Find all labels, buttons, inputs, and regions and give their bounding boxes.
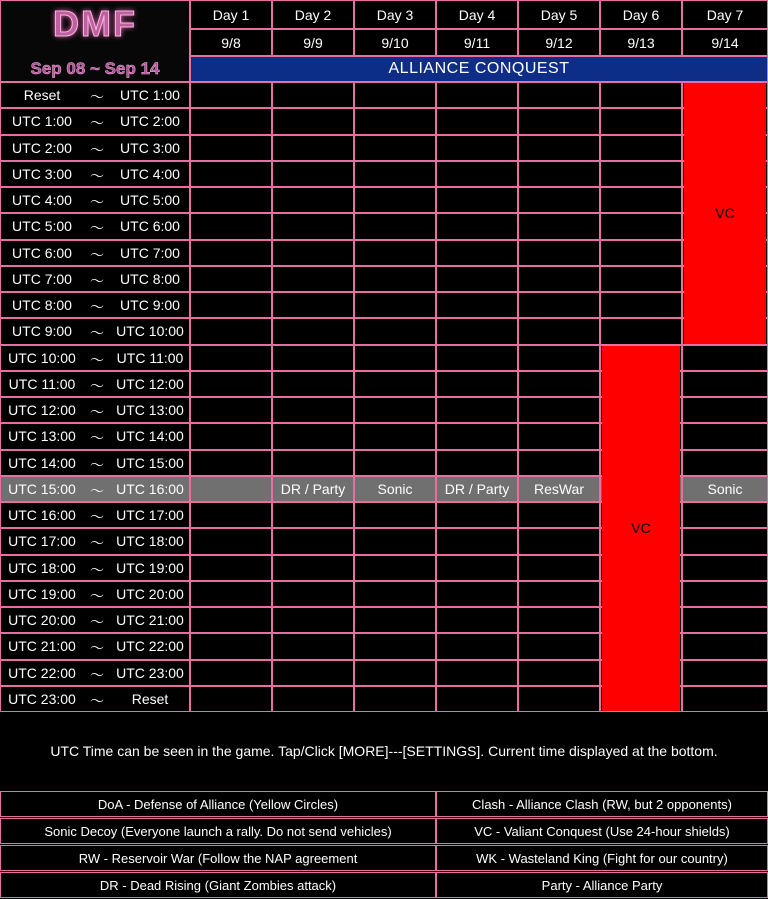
time-end: UTC 19:00 [116,559,184,576]
tilde-symbol: 〜 [90,220,104,237]
tilde-symbol: 〜 [90,194,104,210]
time-slot [0,660,190,686]
schedule-cell [272,213,354,239]
time-start: UTC 23:00 [8,690,76,707]
logo-subtitle: Sep 08 ~ Sep 14 [30,59,160,78]
time-slot [0,371,190,397]
schedule-cell [518,660,600,686]
time-end: UTC 2:00 [120,113,180,130]
day-header: Day 4 [436,0,518,29]
day-header: Day 2 [272,0,354,29]
schedule-cell [190,187,272,213]
schedule-cell [600,187,682,213]
schedule-cell [436,82,518,108]
schedule-cell [600,135,682,161]
day-date: 9/11 [436,29,518,56]
schedule-cell [272,82,354,108]
schedule-cell [518,187,600,213]
legend-item: Party - Alliance Party [436,872,768,898]
schedule-cell [190,397,272,423]
schedule-cell [518,82,600,108]
schedule-cell [436,607,518,633]
schedule-cell [682,633,768,659]
day-header: Day 3 [354,0,436,29]
time-slot [0,528,190,554]
schedule-cell [272,187,354,213]
schedule-cell [436,450,518,476]
schedule-cell [272,450,354,476]
schedule-cell [518,318,600,344]
tilde-symbol: 〜 [90,351,104,368]
time-start: Reset [23,87,61,103]
day-date: 9/13 [600,29,682,56]
tilde-symbol: 〜 [90,430,104,447]
utc-note: UTC Time can be seen in the game. Tap/Click [MORE]---[SETTINGS]. Current time displayed at the bottom. [50,743,718,759]
legend-item: VC - Valiant Conquest (Use 24-hour shields) [436,818,768,844]
schedule-cell [354,82,436,108]
schedule-cell [600,318,682,344]
legend-item: Clash - Alliance Clash (RW, but 2 opponents) [436,791,768,817]
schedule-cell [190,555,272,581]
schedule-cell [190,292,272,318]
time-start: UTC 7:00 [12,270,72,287]
tilde-symbol: 〜 [90,404,104,420]
schedule-cell [436,318,518,344]
schedule-cell [518,135,600,161]
time-slot [0,292,190,318]
time-start: UTC 14:00 [8,454,76,471]
schedule-cell [272,555,354,581]
time-start: UTC 18:00 [8,559,76,576]
schedule-cell [682,555,768,581]
schedule-cell [518,423,600,449]
time-start: UTC 11:00 [8,375,76,392]
time-start: UTC 12:00 [8,402,76,418]
time-end: UTC 22:00 [116,638,184,655]
time-start: UTC 4:00 [12,192,72,208]
schedule-cell [518,240,600,266]
schedule-cell [682,502,768,528]
schedule-cell [190,528,272,554]
schedule-cell [354,397,436,423]
schedule-cell [682,686,768,712]
schedule-cell [190,450,272,476]
schedule-cell [272,108,354,134]
schedule-cell [682,581,768,607]
schedule-cell [682,423,768,449]
schedule-cell [272,240,354,266]
tilde-symbol: 〜 [90,587,104,604]
schedule-cell [682,528,768,554]
schedule-cell [354,187,436,213]
schedule-cell [518,108,600,134]
event-cell: Sonic [682,476,768,502]
schedule-cell [354,502,436,528]
schedule-cell [272,423,354,449]
schedule-cell [436,555,518,581]
vc-block: VC [602,346,680,712]
schedule-cell [272,397,354,423]
time-end: UTC 20:00 [116,585,184,602]
event-cell: DR / Party [436,476,518,502]
schedule-cell [354,371,436,397]
day-date: 9/9 [272,29,354,56]
time-end: UTC 1:00 [120,87,180,103]
tilde-symbol: 〜 [90,614,104,630]
schedule-cell [600,161,682,187]
time-slot [0,82,190,108]
schedule-cell [436,213,518,239]
time-start: UTC 15:00 [8,480,76,497]
time-start: UTC 16:00 [8,507,76,523]
schedule-cell [190,108,272,134]
time-start: UTC 9:00 [12,323,72,340]
tilde-symbol: 〜 [90,377,104,394]
schedule-cell [436,660,518,686]
time-start: UTC 17:00 [8,533,76,550]
tilde-symbol: 〜 [90,115,104,132]
time-end: UTC 8:00 [120,270,180,287]
time-end: UTC 16:00 [116,480,184,497]
schedule-cell [190,660,272,686]
event-cell [190,476,272,502]
time-end: UTC 15:00 [116,454,184,471]
tilde-symbol: 〜 [90,509,104,525]
legend-item: WK - Wasteland King (Fight for our country) [436,845,768,871]
time-slot [0,581,190,607]
time-slot [0,686,190,712]
schedule-cell [518,555,600,581]
time-start: UTC 8:00 [12,297,72,313]
schedule-cell [272,502,354,528]
time-slot [0,450,190,476]
schedule-cell [436,397,518,423]
tilde-symbol: 〜 [90,561,104,578]
schedule-cell [190,371,272,397]
schedule-cell [600,108,682,134]
schedule-cell [272,581,354,607]
schedule-cell [272,318,354,344]
logo [0,0,190,82]
schedule-cell [436,108,518,134]
schedule-cell [190,82,272,108]
day-header: Day 5 [518,0,600,29]
schedule-cell [436,581,518,607]
time-end: UTC 18:00 [116,533,184,550]
schedule-cell [436,266,518,292]
time-end: UTC 9:00 [120,297,180,313]
legend-item: DR - Dead Rising (Giant Zombies attack) [0,872,436,898]
tilde-symbol: 〜 [90,167,104,184]
schedule-cell [272,292,354,318]
time-start: UTC 3:00 [12,165,72,182]
schedule-cell [354,266,436,292]
schedule-cell [190,266,272,292]
day-date: 9/12 [518,29,600,56]
schedule-cell [682,607,768,633]
schedule-cell [682,660,768,686]
event-cell: DR / Party [272,476,354,502]
schedule-cell [190,161,272,187]
legend-item: RW - Reservoir War (Follow the NAP agreement [0,845,436,871]
time-start: UTC 1:00 [12,113,72,130]
schedule-cell [682,371,768,397]
schedule-cell [272,660,354,686]
legend-item: Sonic Decoy (Everyone launch a rally. Do not send vehicles) [0,818,436,844]
schedule-cell [518,292,600,318]
time-start: UTC 10:00 [8,349,76,366]
schedule-cell [354,135,436,161]
vc-block: VC [684,83,766,344]
schedule-cell [436,502,518,528]
schedule-cell [354,528,436,554]
time-slot [0,161,190,187]
schedule-cell [518,371,600,397]
schedule-cell [272,633,354,659]
schedule-cell [518,213,600,239]
schedule-cell [600,213,682,239]
time-start: UTC 2:00 [12,139,72,156]
time-slot [0,135,190,161]
event-cell: ResWar [518,476,600,502]
time-slot [0,213,190,239]
schedule-cell [518,686,600,712]
schedule-cell [436,633,518,659]
time-end: UTC 21:00 [116,612,184,628]
schedule-cell [354,607,436,633]
schedule-cell [190,502,272,528]
schedule-cell [682,397,768,423]
time-end: UTC 5:00 [120,192,180,208]
day-header: Day 6 [600,0,682,29]
schedule-cell [272,345,354,371]
logo-title: DMF [53,3,137,44]
schedule-cell [272,371,354,397]
tilde-symbol: 〜 [90,456,104,473]
time-start: UTC 20:00 [8,612,76,628]
schedule-cell [354,108,436,134]
schedule-cell [436,292,518,318]
schedule-cell [600,266,682,292]
time-slot [0,345,190,371]
schedule-cell [190,423,272,449]
schedule-cell [600,292,682,318]
time-end: UTC 23:00 [116,664,184,681]
schedule-cell [354,581,436,607]
tilde-symbol: 〜 [90,272,104,289]
schedule-cell [436,528,518,554]
time-start: UTC 6:00 [12,244,72,261]
time-start: UTC 19:00 [8,585,76,602]
schedule-cell [190,213,272,239]
schedule-cell [682,450,768,476]
schedule-cell [272,135,354,161]
schedule-cell [682,345,768,371]
tilde-symbol: 〜 [90,246,104,263]
time-end: UTC 6:00 [120,218,180,235]
schedule-cell [354,161,436,187]
time-start: UTC 22:00 [8,664,76,681]
schedule-cell [272,161,354,187]
schedule-cell [518,397,600,423]
tilde-symbol: 〜 [90,299,104,315]
schedule-cell [518,502,600,528]
time-end: UTC 3:00 [120,139,180,156]
schedule-cell [436,686,518,712]
schedule-cell [518,161,600,187]
schedule-cell [354,345,436,371]
tilde-symbol: 〜 [90,692,104,709]
tilde-symbol: 〜 [90,325,104,342]
schedule-cell [600,82,682,108]
schedule-cell [518,607,600,633]
schedule-cell [436,371,518,397]
schedule-cell [354,318,436,344]
schedule-cell [518,581,600,607]
schedule-cell [354,633,436,659]
time-slot [0,397,190,423]
schedule-cell [190,633,272,659]
tilde-symbol: 〜 [90,640,104,657]
time-slot [0,633,190,659]
tilde-symbol: 〜 [90,482,104,499]
tilde-symbol: 〜 [90,141,104,158]
schedule-cell [354,213,436,239]
time-end: UTC 11:00 [116,349,184,366]
schedule-cell [354,292,436,318]
tilde-symbol: 〜 [90,89,104,105]
time-slot [0,423,190,449]
time-slot [0,502,190,528]
schedule-cell [518,450,600,476]
time-slot [0,318,190,344]
schedule-cell [190,581,272,607]
day-date: 9/8 [190,29,272,56]
schedule-cell [436,423,518,449]
time-start: UTC 13:00 [8,428,76,445]
schedule-cell [436,240,518,266]
time-end: UTC 14:00 [116,428,184,445]
schedule-cell [600,240,682,266]
schedule-cell [354,660,436,686]
schedule-cell [272,266,354,292]
day-date: 9/14 [682,29,768,56]
schedule-cell [436,345,518,371]
time-end: UTC 12:00 [116,375,184,392]
time-slot [0,187,190,213]
tilde-symbol: 〜 [90,535,104,552]
time-slot [0,607,190,633]
schedule-cell [354,240,436,266]
schedule-cell [354,423,436,449]
schedule-cell [354,555,436,581]
time-slot [0,240,190,266]
time-end: Reset [131,690,169,707]
schedule-cell [436,135,518,161]
day-header: Day 1 [190,0,272,29]
time-end: UTC 10:00 [116,323,184,340]
schedule-cell [518,633,600,659]
schedule-cell [190,135,272,161]
time-slot [0,476,190,502]
schedule-cell [190,607,272,633]
day-header: Day 7 [682,0,768,29]
time-start: UTC 21:00 [8,638,76,655]
time-end: UTC 13:00 [116,402,184,418]
schedule-cell [436,187,518,213]
schedule-cell [272,686,354,712]
schedule-cell [518,345,600,371]
schedule-cell [190,345,272,371]
time-slot [0,266,190,292]
event-cell: Sonic [354,476,436,502]
schedule-cell [190,318,272,344]
legend-item: DoA - Defense of Alliance (Yellow Circles) [0,791,436,817]
time-start: UTC 5:00 [12,218,72,235]
time-slot [0,108,190,134]
time-slot [0,555,190,581]
banner-title: ALLIANCE CONQUEST [190,56,768,82]
schedule-cell [354,450,436,476]
schedule-cell [190,240,272,266]
schedule-cell [272,607,354,633]
schedule-cell [190,686,272,712]
schedule-cell [518,266,600,292]
time-end: UTC 7:00 [120,244,180,261]
time-end: UTC 17:00 [116,507,184,523]
schedule-cell [518,528,600,554]
tilde-symbol: 〜 [90,666,104,683]
schedule-cell [354,686,436,712]
day-date: 9/10 [354,29,436,56]
schedule-cell [272,528,354,554]
schedule-cell [436,161,518,187]
time-end: UTC 4:00 [120,165,180,182]
